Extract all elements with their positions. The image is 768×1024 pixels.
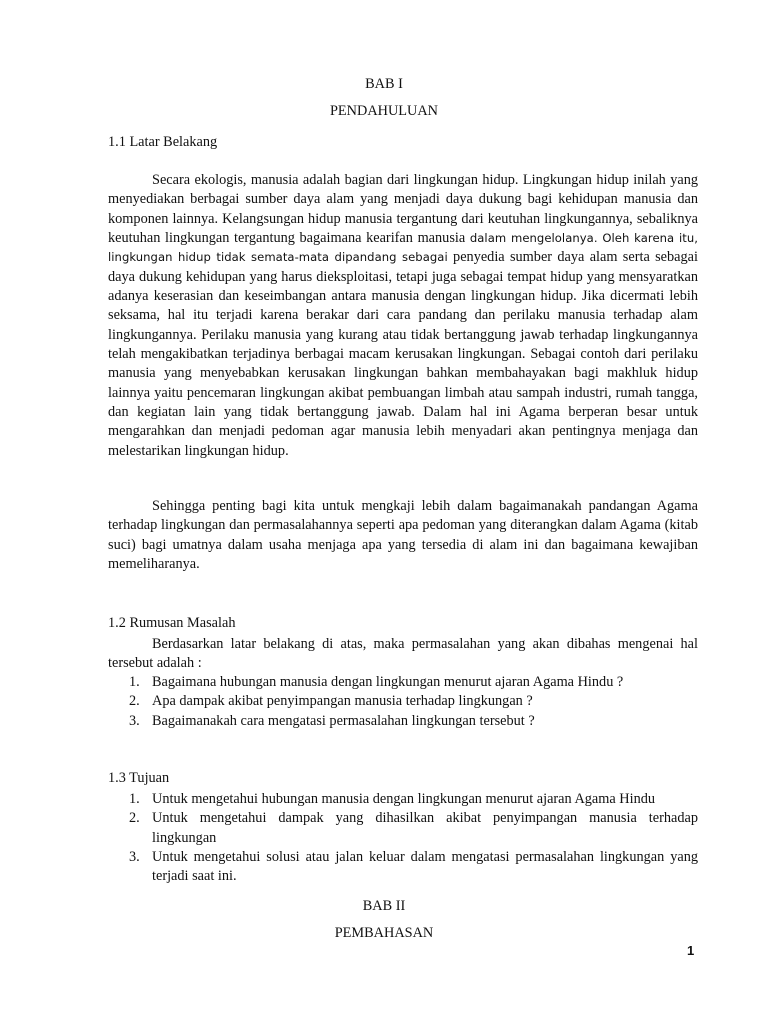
paragraph-latar-belakang-1 xyxy=(108,171,698,461)
list-item xyxy=(108,790,698,809)
chapter-subtitle: PENDAHULUAN xyxy=(329,103,438,119)
paragraph-text-part3: penyedia sumber daya alam serta sebagai daya dukung kehidupan yang harus dieksploitasi, tetapi juga sebagai tempat hidup yang mensyaratkan adanya keserasian dan keseimbangan antara manusia dengan lingkungan hidup. Jika dicermati lebih seksama, hal itu terjadi karena berakar dari cara pandang dan perilaku manusia terhadap alam lingkungannya. Perilaku manusia yang kurang atau tidak bertanggung jawab terhadap lingkungannya telah mengakibatkan terjadinya berbagai macam kerusakan lingkungan. Sebagai contoh dari perilaku manusia yang menyebabkan kerusakan lingkungan bahkan membahayakan bagi makhluk hidup lainnya yaitu pencemaran lingkungan akibat pembuangan limbah atau sampah industri, rumah tangga, dan kegiatan lain yang tidak bertanggung jawab. Dalam hal ini Agama berperan besar untuk mengarahkan dan menjadi pedoman agar manusia lebih menyadari akan pentingnya menjaga dan melestarikan lingkungan hidup. xyxy=(108,249,698,459)
list-text: Apa dampak akibat penyimpangan manusia terhadap lingkungan ? xyxy=(152,693,533,710)
list-text: Untuk mengetahui hubungan manusia dengan lingkungan menurut ajaran Agama Hindu xyxy=(152,791,656,807)
list-number: 2. xyxy=(129,810,140,827)
paragraph-text-part2: dalam mengelolanya. Oleh karena itu, lingkungan hidup tidak semata-mata dipandang sebagai xyxy=(108,231,698,265)
list-text: Bagaimana hubungan manusia dengan lingkungan menurut ajaran Agama Hindu ? xyxy=(152,674,624,690)
list-item xyxy=(108,809,698,848)
chapter2-title: BAB II xyxy=(362,898,406,914)
list-text: Untuk mengetahui dampak yang dihasilkan akibat penyimpangan manusia terhadap lingkungan xyxy=(152,810,698,846)
list-number: 3. xyxy=(129,849,140,866)
list-number: 3. xyxy=(129,712,140,729)
list-number: 1. xyxy=(129,674,140,690)
rumusan-intro: Berdasarkan latar belakang di atas, maka permasalahan yang akan dibahas mengenai hal tersebut adalah : xyxy=(108,636,698,672)
list-item xyxy=(108,848,698,887)
rumusan-list xyxy=(108,673,698,731)
list-text: Untuk mengetahui solusi atau jalan keluar dalam mengatasi permasalahan lingkungan yang terjadi saat ini. xyxy=(152,849,698,885)
list-text: Bagaimanakah cara mengatasi permasalahan lingkungan tersebut ? xyxy=(152,712,535,729)
chapter-title: BAB I xyxy=(365,76,403,92)
section-heading-1-2: 1.2 Rumusan Masalah xyxy=(108,615,236,631)
list-item xyxy=(108,692,698,711)
list-item xyxy=(108,673,698,692)
section-heading-1-1: 1.1 Latar Belakang xyxy=(108,134,218,150)
tujuan-list xyxy=(108,790,698,887)
list-item xyxy=(108,712,698,731)
paragraph-latar-belakang-2: Sehingga penting bagi kita untuk mengkaji lebih dalam bagaimanakah pandangan Agama terhadap lingkungan dan permasalahannya seperti apa pedoman yang diterangkan dalam Agama (kitab suci) bagi umatnya dalam usaha menjaga apa yang tersedia di alam ini dan bagaimana kewajiban memeliharanya. xyxy=(108,498,698,573)
paragraph-text-part1: Secara ekologis, manusia adalah bagian dari lingkungan hidup. Lingkungan hidup inilah yang menyediakan berbagai sumber daya alam yang menjadi daya dukung bagi kehidupan manusia dan komponen lainnya. Kelangsungan hidup manusia tergantung dari keutuhan lingkungannya, sebaliknya keutuhan lingkungan tergantung bagaimana kearifan manusia xyxy=(108,172,698,247)
page-number: 1 xyxy=(687,943,695,958)
chapter2-subtitle: PEMBAHASAN xyxy=(334,925,434,941)
section-heading-1-3: 1.3 Tujuan xyxy=(108,770,170,786)
list-number: 1. xyxy=(129,791,140,807)
list-number: 2. xyxy=(129,693,140,710)
